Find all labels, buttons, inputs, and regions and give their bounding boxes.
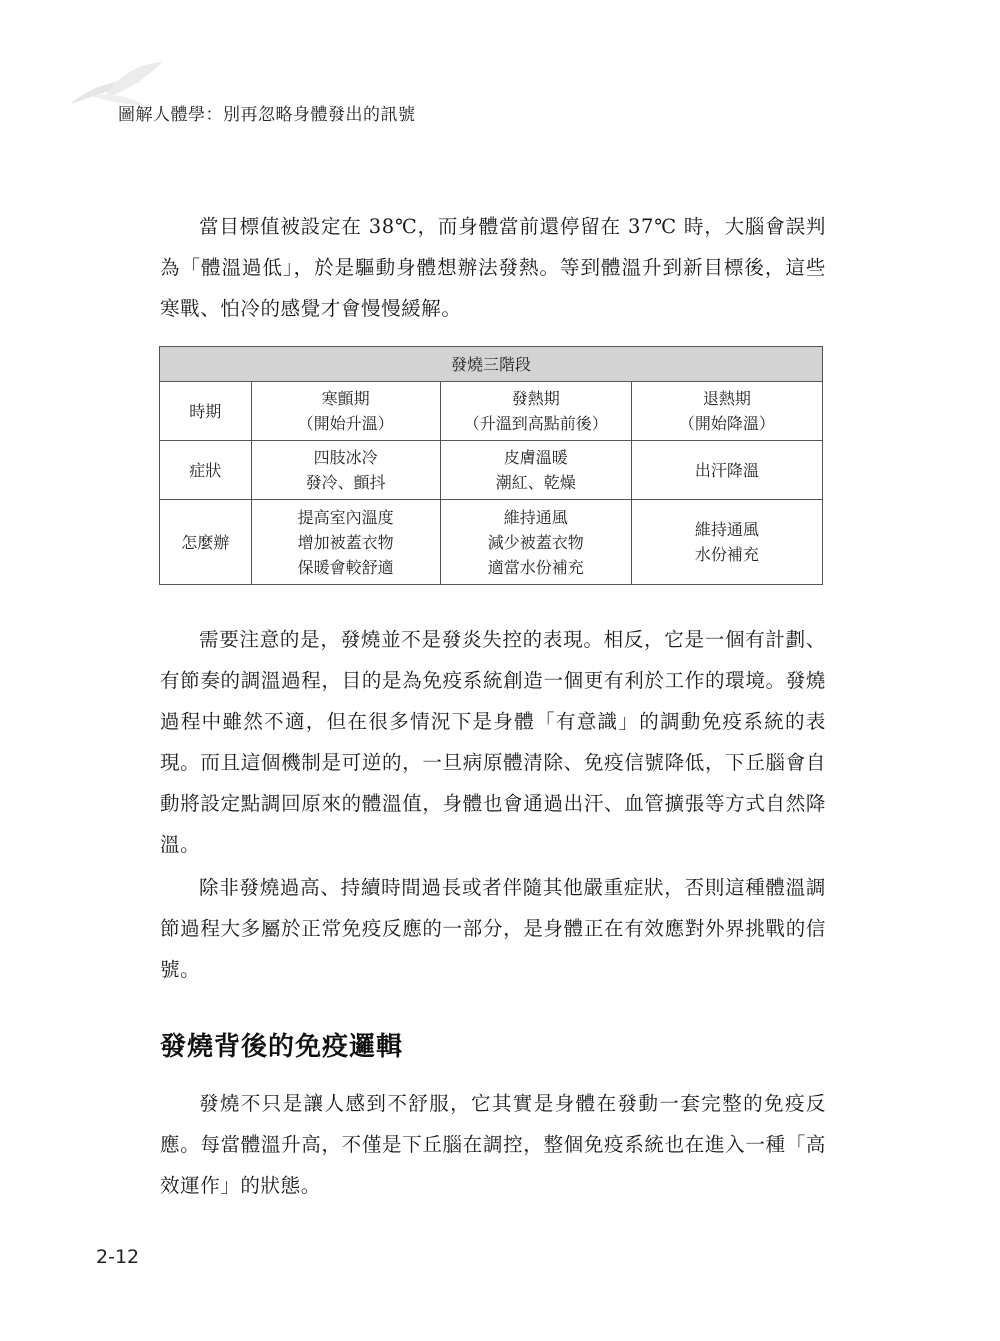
table-row — [160, 382, 823, 441]
table-row — [160, 500, 823, 585]
table-cell — [631, 382, 822, 441]
table-cell — [251, 500, 440, 585]
cell-line: 寒顫期 — [321, 389, 370, 408]
cell-line: （開始降溫） — [678, 414, 775, 433]
cell-line: （開始升溫） — [297, 414, 394, 433]
row-header-what-to-do: 怎麼辦 — [160, 500, 252, 585]
cell-line: （升溫到高點前後） — [463, 414, 608, 433]
paragraph-text: 除非發燒過高、持續時間過長或者伴隨其他嚴重症狀，否則這種體溫調節過程大多屬於正常免疫反應的一部分，是身體正在有效應對外界挑戰的信號。 — [160, 876, 826, 981]
cell-line: 潮紅、乾燥 — [495, 473, 576, 492]
row-header-symptoms: 症狀 — [160, 441, 252, 500]
table-cell — [251, 441, 440, 500]
table-cell — [251, 382, 440, 441]
page-number: 2-12 — [96, 1246, 140, 1268]
fever-stages-table — [159, 346, 823, 585]
table-cell — [440, 441, 631, 500]
cell-line: 維持通風 — [694, 520, 759, 539]
paragraph-fever-not-inflammation — [160, 619, 826, 865]
table-row — [160, 441, 823, 500]
cell-line: 出汗降溫 — [694, 460, 759, 480]
cell-line: 四肢冰冷 — [313, 448, 378, 467]
cell-line: 退熱期 — [702, 389, 751, 408]
paragraph-text: 發燒不只是讓人感到不舒服，它其實是身體在發動一套完整的免疫反應。每當體溫升高，不僅是下丘腦在調控，整個免疫系統也在進入一種「高效運作」的狀態。 — [160, 1092, 826, 1197]
cell-line: 發熱期 — [511, 389, 560, 408]
paragraph-text: 需要注意的是，發燒並不是發炎失控的表現。相反，它是一個有計劃、有節奏的調溫過程，目的是為免疫系統創造一個更有利於工作的環境。發燒過程中雖然不適，但在很多情況下是身體「有意識」的調動免疫系統的表現。而且這個機制是可逆的，一旦病原體清除、免疫信號降低，下丘腦會自動將設定點調回原來的體溫值，身體也會通過出汗、血管擴張等方式自然降溫。 — [160, 628, 826, 856]
cell-line: 保暖會較舒適 — [297, 557, 394, 577]
cell-line: 減少被蓋衣物 — [487, 532, 584, 552]
table-cell — [440, 382, 631, 441]
section-heading: 發燒背後的免疫邏輯 — [160, 1032, 404, 1062]
paragraph-normal-response — [160, 867, 826, 990]
cell-line: 適當水份補充 — [487, 557, 584, 577]
cell-line: 發冷、顫抖 — [305, 473, 386, 492]
paragraph-text: 當目標值被設定在 38℃，而身體當前還停留在 37℃ 時，大腦會誤判為「體溫過低」，於是驅動身體想辦法發熱。等到體溫升到新目標後，這些寒戰、怕冷的感覺才會慢慢緩解。 — [160, 215, 826, 320]
table-cell — [631, 441, 822, 500]
table-cell — [631, 500, 822, 585]
paragraph-immune-logic — [160, 1083, 826, 1206]
cell-line: 增加被蓋衣物 — [297, 532, 394, 552]
row-header-period: 時期 — [160, 382, 252, 441]
paragraph-target-temperature — [160, 206, 826, 329]
running-header: 圖解人體學：別再忽略身體發出的訊號 — [118, 105, 416, 125]
cell-line: 提高室內溫度 — [297, 507, 394, 527]
cell-line: 維持通風 — [503, 507, 568, 527]
table-cell — [440, 500, 631, 585]
cell-line: 皮膚溫暖 — [503, 448, 568, 467]
table-title: 發燒三階段 — [160, 347, 823, 382]
cell-line: 水份補充 — [694, 545, 759, 564]
